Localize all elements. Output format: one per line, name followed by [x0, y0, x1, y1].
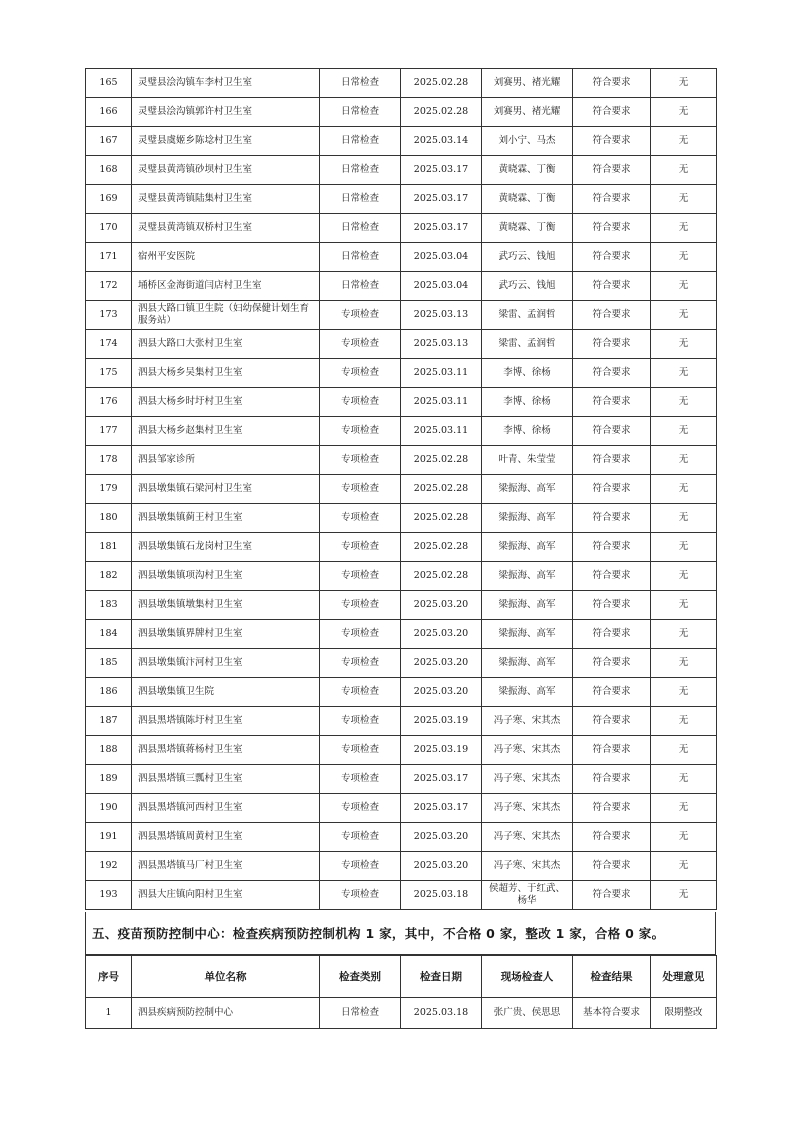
inspection-table [85, 68, 717, 910]
cell-check-type: 日常检查 [320, 127, 401, 156]
cell-result: 符合要求 [573, 707, 651, 736]
cell-inspectors: 梁振海、高军 [482, 678, 573, 707]
cell-no: 189 [86, 765, 132, 794]
cell-inspectors: 李博、徐杨 [482, 359, 573, 388]
cell-check-type: 日常检查 [320, 214, 401, 243]
header-result: 检查结果 [573, 956, 651, 998]
table-header-row [86, 956, 717, 998]
cell-inspectors: 黄晓霖、丁衡 [482, 156, 573, 185]
cell-result: 符合要求 [573, 359, 651, 388]
cell-no: 191 [86, 823, 132, 852]
cell-check-date: 2025.03.11 [401, 417, 482, 446]
cell-opinion: 无 [651, 823, 717, 852]
cell-result: 符合要求 [573, 852, 651, 881]
cell-check-date: 2025.03.17 [401, 185, 482, 214]
cell-result: 符合要求 [573, 794, 651, 823]
cell-opinion: 无 [651, 620, 717, 649]
cell-opinion: 无 [651, 736, 717, 765]
cell-opinion: 无 [651, 794, 717, 823]
cell-check-type: 专项检查 [320, 562, 401, 591]
cell-result: 符合要求 [573, 98, 651, 127]
table-row [86, 185, 717, 214]
cell-check-date: 2025.03.17 [401, 214, 482, 243]
cell-inspectors: 梁振海、高军 [482, 562, 573, 591]
cell-inspectors: 梁雷、孟润哲 [482, 301, 573, 330]
table-row [86, 475, 717, 504]
cell-no: 174 [86, 330, 132, 359]
table-row [86, 330, 717, 359]
cell-check-type: 专项检查 [320, 852, 401, 881]
table-row [86, 504, 717, 533]
cell-result: 符合要求 [573, 185, 651, 214]
table-row [86, 69, 717, 98]
cell-result: 符合要求 [573, 272, 651, 301]
table-row [86, 707, 717, 736]
cell-check-type: 专项检查 [320, 794, 401, 823]
cell-opinion: 无 [651, 504, 717, 533]
cell-result: 符合要求 [573, 69, 651, 98]
table-row [86, 591, 717, 620]
cell-no: 178 [86, 446, 132, 475]
cell-unit-name: 泗县墩集镇项沟村卫生室 [132, 562, 320, 591]
cell-result: 符合要求 [573, 881, 651, 910]
cell-opinion: 无 [651, 417, 717, 446]
cell-unit-name: 泗县黑塔镇陈圩村卫生室 [132, 707, 320, 736]
cell-check-type: 专项检查 [320, 330, 401, 359]
cell-inspectors: 冯子寒、宋其杰 [482, 765, 573, 794]
table-row [86, 562, 717, 591]
cell-result: 符合要求 [573, 417, 651, 446]
cell-result: 符合要求 [573, 765, 651, 794]
cell-result: 符合要求 [573, 156, 651, 185]
cell-opinion: 无 [651, 330, 717, 359]
cell-inspectors: 张广贵、侯思思 [482, 998, 573, 1029]
cell-no: 1 [86, 998, 132, 1029]
cell-no: 173 [86, 301, 132, 330]
cell-no: 168 [86, 156, 132, 185]
cell-check-type: 专项检查 [320, 301, 401, 330]
cell-no: 180 [86, 504, 132, 533]
cell-inspectors: 梁振海、高军 [482, 475, 573, 504]
cell-inspectors: 冯子寒、宋其杰 [482, 852, 573, 881]
cell-no: 171 [86, 243, 132, 272]
cell-unit-name: 灵璧县黄湾镇双桥村卫生室 [132, 214, 320, 243]
cell-unit-name: 泗县墩集镇石龙岗村卫生室 [132, 533, 320, 562]
cell-inspectors: 叶青、朱莹莹 [482, 446, 573, 475]
cell-result: 符合要求 [573, 214, 651, 243]
cell-opinion: 无 [651, 852, 717, 881]
cell-inspectors: 李博、徐杨 [482, 417, 573, 446]
cell-check-type: 专项检查 [320, 446, 401, 475]
cell-unit-name: 泗县墩集镇卫生院 [132, 678, 320, 707]
cell-unit-name: 泗县邹家诊所 [132, 446, 320, 475]
cell-opinion: 无 [651, 533, 717, 562]
cell-no: 176 [86, 388, 132, 417]
vaccine-center-table [85, 955, 717, 1029]
cell-check-type: 日常检查 [320, 156, 401, 185]
cell-result: 符合要求 [573, 446, 651, 475]
cell-result: 符合要求 [573, 243, 651, 272]
cell-check-date: 2025.03.19 [401, 736, 482, 765]
cell-inspectors: 冯子寒、宋其杰 [482, 794, 573, 823]
table-row [86, 359, 717, 388]
cell-opinion: 无 [651, 359, 717, 388]
cell-inspectors: 冯子寒、宋其杰 [482, 707, 573, 736]
cell-inspectors: 梁振海、高军 [482, 620, 573, 649]
cell-check-type: 专项检查 [320, 591, 401, 620]
cell-check-date: 2025.03.18 [401, 998, 482, 1029]
cell-check-date: 2025.02.28 [401, 69, 482, 98]
cell-result: 符合要求 [573, 475, 651, 504]
table-row [86, 852, 717, 881]
cell-check-type: 专项检查 [320, 359, 401, 388]
table-row [86, 156, 717, 185]
cell-no: 167 [86, 127, 132, 156]
cell-result: 基本符合要求 [573, 998, 651, 1029]
cell-check-type: 专项检查 [320, 765, 401, 794]
table-row [86, 417, 717, 446]
cell-check-date: 2025.03.19 [401, 707, 482, 736]
cell-check-date: 2025.02.28 [401, 533, 482, 562]
cell-no: 182 [86, 562, 132, 591]
header-date: 检查日期 [401, 956, 482, 998]
cell-unit-name: 泗县黑塔镇马厂村卫生室 [132, 852, 320, 881]
cell-unit-name: 泗县黑塔镇河西村卫生室 [132, 794, 320, 823]
cell-opinion: 无 [651, 388, 717, 417]
cell-check-date: 2025.02.28 [401, 562, 482, 591]
table-row [86, 533, 717, 562]
cell-no: 177 [86, 417, 132, 446]
table-row [86, 649, 717, 678]
cell-opinion: 无 [651, 98, 717, 127]
cell-inspectors: 冯子寒、宋其杰 [482, 823, 573, 852]
cell-unit-name: 宿州平安医院 [132, 243, 320, 272]
cell-no: 186 [86, 678, 132, 707]
cell-no: 166 [86, 98, 132, 127]
cell-inspectors: 刘赛男、褚光耀 [482, 69, 573, 98]
cell-result: 符合要求 [573, 736, 651, 765]
header-opinion: 处理意见 [651, 956, 717, 998]
cell-unit-name: 泗县大杨乡吴集村卫生室 [132, 359, 320, 388]
cell-no: 192 [86, 852, 132, 881]
cell-check-type: 专项检查 [320, 707, 401, 736]
cell-result: 符合要求 [573, 301, 651, 330]
cell-inspectors: 梁雷、孟润哲 [482, 330, 573, 359]
cell-inspectors: 刘赛男、褚光耀 [482, 98, 573, 127]
cell-check-type: 专项检查 [320, 678, 401, 707]
table-row [86, 301, 717, 330]
cell-check-type: 日常检查 [320, 185, 401, 214]
cell-result: 符合要求 [573, 533, 651, 562]
cell-check-type: 日常检查 [320, 998, 401, 1029]
table-row [86, 823, 717, 852]
cell-unit-name: 灵璧县黄湾镇陆集村卫生室 [132, 185, 320, 214]
cell-unit-name: 泗县大路口镇卫生院（妇幼保健计划生育服务站） [132, 301, 320, 330]
cell-no: 193 [86, 881, 132, 910]
cell-inspectors: 梁振海、高军 [482, 649, 573, 678]
cell-check-date: 2025.03.20 [401, 620, 482, 649]
cell-check-date: 2025.03.13 [401, 330, 482, 359]
cell-opinion: 无 [651, 475, 717, 504]
cell-result: 符合要求 [573, 562, 651, 591]
cell-no: 187 [86, 707, 132, 736]
cell-no: 165 [86, 69, 132, 98]
cell-check-type: 日常检查 [320, 243, 401, 272]
cell-check-date: 2025.03.17 [401, 794, 482, 823]
cell-check-date: 2025.03.20 [401, 823, 482, 852]
cell-opinion: 无 [651, 446, 717, 475]
cell-unit-name: 泗县大杨乡时圩村卫生室 [132, 388, 320, 417]
cell-unit-name: 泗县疾病预防控制中心 [132, 998, 320, 1029]
cell-unit-name: 埇桥区金海街道闫店村卫生室 [132, 272, 320, 301]
table-row [86, 794, 717, 823]
cell-check-type: 专项检查 [320, 504, 401, 533]
cell-unit-name: 泗县墩集镇石梁河村卫生室 [132, 475, 320, 504]
cell-opinion: 无 [651, 301, 717, 330]
cell-no: 183 [86, 591, 132, 620]
cell-inspectors: 梁振海、高军 [482, 504, 573, 533]
cell-check-date: 2025.03.04 [401, 243, 482, 272]
cell-inspectors: 武巧云、钱旭 [482, 243, 573, 272]
cell-result: 符合要求 [573, 591, 651, 620]
cell-check-type: 专项检查 [320, 649, 401, 678]
table-row [86, 446, 717, 475]
table-row [86, 98, 717, 127]
cell-check-date: 2025.03.17 [401, 765, 482, 794]
cell-check-type: 专项检查 [320, 533, 401, 562]
vaccine-center-table-body [86, 998, 717, 1029]
header-name: 单位名称 [132, 956, 320, 998]
table-row [86, 243, 717, 272]
cell-unit-name: 泗县大杨乡赵集村卫生室 [132, 417, 320, 446]
cell-inspectors: 梁振海、高军 [482, 533, 573, 562]
cell-result: 符合要求 [573, 649, 651, 678]
cell-unit-name: 灵璧县黄湾镇砂坝村卫生室 [132, 156, 320, 185]
cell-check-date: 2025.02.28 [401, 475, 482, 504]
cell-no: 181 [86, 533, 132, 562]
cell-opinion: 无 [651, 765, 717, 794]
cell-result: 符合要求 [573, 127, 651, 156]
cell-unit-name: 泗县黑塔镇周黄村卫生室 [132, 823, 320, 852]
cell-opinion: 无 [651, 185, 717, 214]
cell-opinion: 无 [651, 272, 717, 301]
cell-inspectors: 冯子寒、宋其杰 [482, 736, 573, 765]
cell-check-date: 2025.03.20 [401, 591, 482, 620]
header-no: 序号 [86, 956, 132, 998]
cell-result: 符合要求 [573, 678, 651, 707]
cell-opinion: 无 [651, 69, 717, 98]
cell-check-type: 专项检查 [320, 417, 401, 446]
cell-unit-name: 泗县黑塔镇三瓢村卫生室 [132, 765, 320, 794]
cell-result: 符合要求 [573, 504, 651, 533]
header-inspectors: 现场检查人 [482, 956, 573, 998]
cell-check-date: 2025.03.20 [401, 649, 482, 678]
cell-unit-name: 灵璧县虞姬乡陈埝村卫生室 [132, 127, 320, 156]
cell-inspectors: 梁振海、高军 [482, 591, 573, 620]
cell-no: 175 [86, 359, 132, 388]
table-row [86, 388, 717, 417]
cell-opinion: 无 [651, 707, 717, 736]
cell-check-date: 2025.03.20 [401, 678, 482, 707]
cell-no: 172 [86, 272, 132, 301]
cell-inspectors: 侯超芳、于红武、杨华 [482, 881, 573, 910]
cell-opinion: 限期整改 [651, 998, 717, 1029]
cell-opinion: 无 [651, 678, 717, 707]
cell-check-date: 2025.02.28 [401, 98, 482, 127]
cell-no: 190 [86, 794, 132, 823]
cell-check-type: 日常检查 [320, 98, 401, 127]
section-5-title: 五、疫苗预防控制中心：检查疾病预防控制机构 1 家，其中，不合格 0 家，整改 1 家，合格 0 家。 [85, 912, 716, 955]
cell-result: 符合要求 [573, 823, 651, 852]
cell-check-date: 2025.03.18 [401, 881, 482, 910]
cell-opinion: 无 [651, 156, 717, 185]
cell-check-type: 专项检查 [320, 823, 401, 852]
cell-unit-name: 泗县墩集镇蓟王村卫生室 [132, 504, 320, 533]
cell-no: 179 [86, 475, 132, 504]
cell-unit-name: 灵璧县浍沟镇郭许村卫生室 [132, 98, 320, 127]
cell-no: 184 [86, 620, 132, 649]
cell-check-date: 2025.03.11 [401, 388, 482, 417]
cell-inspectors: 李博、徐杨 [482, 388, 573, 417]
cell-unit-name: 泗县墩集镇汴河村卫生室 [132, 649, 320, 678]
cell-opinion: 无 [651, 591, 717, 620]
cell-inspectors: 黄晓霖、丁衡 [482, 214, 573, 243]
cell-no: 169 [86, 185, 132, 214]
cell-check-type: 专项检查 [320, 475, 401, 504]
cell-unit-name: 灵璧县浍沟镇车李村卫生室 [132, 69, 320, 98]
table-row [86, 881, 717, 910]
cell-check-date: 2025.03.14 [401, 127, 482, 156]
cell-opinion: 无 [651, 562, 717, 591]
cell-unit-name: 泗县墩集镇墩集村卫生室 [132, 591, 320, 620]
cell-check-type: 日常检查 [320, 272, 401, 301]
cell-check-type: 专项检查 [320, 881, 401, 910]
table-row [86, 214, 717, 243]
cell-result: 符合要求 [573, 620, 651, 649]
cell-no: 188 [86, 736, 132, 765]
cell-check-date: 2025.03.20 [401, 852, 482, 881]
cell-check-date: 2025.02.28 [401, 504, 482, 533]
cell-check-type: 专项检查 [320, 620, 401, 649]
cell-unit-name: 泗县大路口大张村卫生室 [132, 330, 320, 359]
table-row [86, 765, 717, 794]
cell-check-date: 2025.03.11 [401, 359, 482, 388]
cell-check-type: 日常检查 [320, 69, 401, 98]
cell-check-date: 2025.03.17 [401, 156, 482, 185]
cell-opinion: 无 [651, 214, 717, 243]
cell-unit-name: 泗县大庄镇向阳村卫生室 [132, 881, 320, 910]
cell-opinion: 无 [651, 243, 717, 272]
cell-no: 185 [86, 649, 132, 678]
table-row [86, 272, 717, 301]
cell-result: 符合要求 [573, 388, 651, 417]
table-row [86, 998, 717, 1029]
table-row [86, 678, 717, 707]
header-type: 检查类别 [320, 956, 401, 998]
cell-check-type: 专项检查 [320, 388, 401, 417]
cell-opinion: 无 [651, 649, 717, 678]
cell-inspectors: 武巧云、钱旭 [482, 272, 573, 301]
cell-inspectors: 黄晓霖、丁衡 [482, 185, 573, 214]
cell-no: 170 [86, 214, 132, 243]
cell-check-type: 专项检查 [320, 736, 401, 765]
cell-check-date: 2025.03.13 [401, 301, 482, 330]
cell-inspectors: 刘小宁、马杰 [482, 127, 573, 156]
table-row [86, 736, 717, 765]
cell-result: 符合要求 [573, 330, 651, 359]
table-row [86, 127, 717, 156]
table-row [86, 620, 717, 649]
cell-opinion: 无 [651, 881, 717, 910]
cell-unit-name: 泗县墩集镇界牌村卫生室 [132, 620, 320, 649]
cell-check-date: 2025.02.28 [401, 446, 482, 475]
inspection-table-body [86, 69, 717, 910]
cell-opinion: 无 [651, 127, 717, 156]
cell-check-date: 2025.03.04 [401, 272, 482, 301]
cell-unit-name: 泗县黑塔镇蒋杨村卫生室 [132, 736, 320, 765]
